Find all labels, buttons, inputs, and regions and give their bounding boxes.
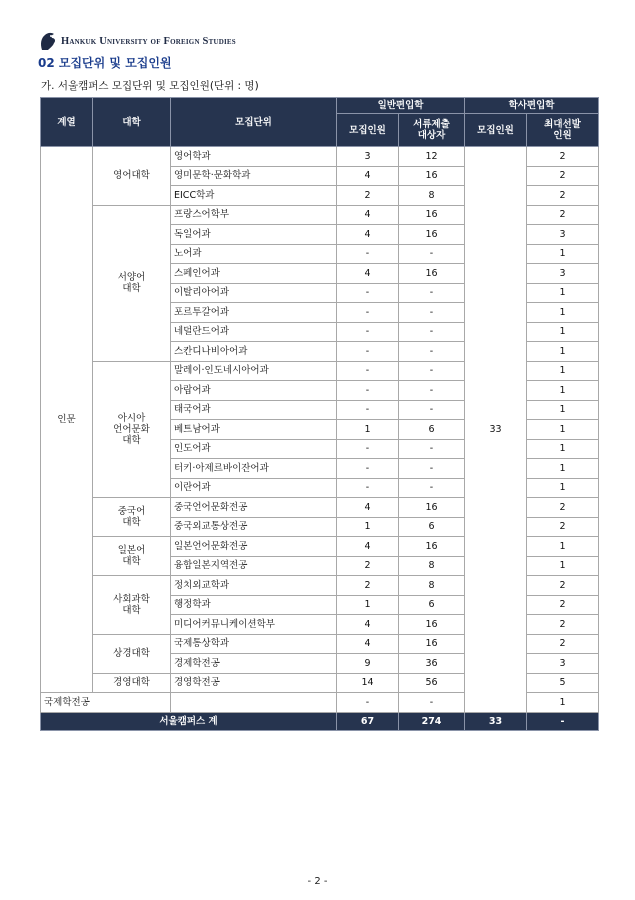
docs-cell: 6 <box>399 517 465 537</box>
docs-cell: - <box>399 303 465 323</box>
header-document-pass: 서류제출 대상자 <box>399 114 465 147</box>
unit-cell: 베트남어과 <box>171 420 337 440</box>
max-cell: 1 <box>527 556 599 576</box>
header-unit: 모집단위 <box>171 98 337 147</box>
unit-cell: 융합일본지역전공 <box>171 556 337 576</box>
docs-cell: 16 <box>399 264 465 284</box>
quota-cell: - <box>337 244 399 264</box>
docs-cell: 16 <box>399 166 465 186</box>
max-cell: 3 <box>527 225 599 245</box>
field-cell: 인문 <box>41 147 93 693</box>
quota-cell: - <box>337 439 399 459</box>
max-cell: 2 <box>527 498 599 518</box>
unit-cell: 영어학과 <box>171 147 337 167</box>
quota-cell: 4 <box>337 225 399 245</box>
quota-cell: 4 <box>337 166 399 186</box>
unit-cell: 네덜란드어과 <box>171 322 337 342</box>
page-number: - 2 - <box>307 876 328 887</box>
docs-cell: - <box>399 342 465 362</box>
max-cell: 1 <box>527 459 599 479</box>
docs-cell: 6 <box>399 595 465 615</box>
quota-cell: 1 <box>337 420 399 440</box>
max-cell: 1 <box>527 303 599 323</box>
section-title: 02 모집단위 및 모집인원 <box>38 56 172 70</box>
unit-cell: 중국언어문화전공 <box>171 498 337 518</box>
unit-cell: 프랑스어학부 <box>171 205 337 225</box>
docs-cell: 16 <box>399 634 465 654</box>
quota-cell: 4 <box>337 634 399 654</box>
quota-cell: 2 <box>337 186 399 206</box>
max-cell: 1 <box>527 322 599 342</box>
docs-cell: 6 <box>399 420 465 440</box>
unit-cell: 중국외교통상전공 <box>171 517 337 537</box>
max-cell: 2 <box>527 576 599 596</box>
total-bachelor: 33 <box>465 712 527 730</box>
max-cell: 2 <box>527 205 599 225</box>
college-cell: 중국어 대학 <box>93 498 171 537</box>
college-cell: 사회과학 대학 <box>93 576 171 635</box>
header-general-quota: 모집인원 <box>337 114 399 147</box>
unit-cell: 말레이·인도네시아어과 <box>171 361 337 381</box>
empty-unit-cell <box>171 693 337 713</box>
quota-cell: - <box>337 693 399 713</box>
quota-cell: 4 <box>337 498 399 518</box>
quota-cell: 4 <box>337 537 399 557</box>
max-cell: 5 <box>527 673 599 693</box>
quota-cell: 1 <box>337 517 399 537</box>
quota-cell: 4 <box>337 264 399 284</box>
docs-cell: - <box>399 244 465 264</box>
header-college: 대학 <box>93 98 171 147</box>
unit-cell: 태국어과 <box>171 400 337 420</box>
sub-title: 가. 서울캠퍼스 모집단위 및 모집인원(단위 : 명) <box>41 80 259 92</box>
logo-text: Hankuk University of Foreign Studies <box>61 35 236 47</box>
quota-cell: - <box>337 478 399 498</box>
max-cell: 2 <box>527 634 599 654</box>
total-max: - <box>527 712 599 730</box>
docs-cell: 16 <box>399 615 465 635</box>
max-cell: 1 <box>527 537 599 557</box>
quota-cell: - <box>337 322 399 342</box>
quota-cell: 3 <box>337 147 399 167</box>
header-field: 계열 <box>41 98 93 147</box>
header-general-transfer: 일반편입학 <box>337 98 465 114</box>
max-cell: 2 <box>527 517 599 537</box>
quota-cell: 1 <box>337 595 399 615</box>
max-cell: 2 <box>527 166 599 186</box>
bachelor-quota-cell: 33 <box>465 147 527 713</box>
recruitment-table <box>40 97 599 731</box>
max-cell: 2 <box>527 615 599 635</box>
header-max-selection: 최대선발 인원 <box>527 114 599 147</box>
college-cell: 서양어 대학 <box>93 205 171 361</box>
unit-cell: 아랍어과 <box>171 381 337 401</box>
header-bachelor-quota: 모집인원 <box>465 114 527 147</box>
unit-cell: 인도어과 <box>171 439 337 459</box>
unit-cell: 국제학전공 <box>41 693 171 713</box>
total-row <box>41 712 599 730</box>
lion-emblem-icon <box>38 30 58 52</box>
docs-cell: - <box>399 693 465 713</box>
max-cell: 1 <box>527 420 599 440</box>
max-cell: 3 <box>527 264 599 284</box>
max-cell: 2 <box>527 595 599 615</box>
docs-cell: - <box>399 322 465 342</box>
max-cell: 1 <box>527 283 599 303</box>
quota-cell: 4 <box>337 205 399 225</box>
unit-cell: 스칸디나비아어과 <box>171 342 337 362</box>
header-bachelor-transfer: 학사편입학 <box>465 98 599 114</box>
college-cell: 상경대학 <box>93 634 171 673</box>
unit-cell: EICC학과 <box>171 186 337 206</box>
unit-cell: 정치외교학과 <box>171 576 337 596</box>
quota-cell: - <box>337 303 399 323</box>
max-cell: 1 <box>527 381 599 401</box>
max-cell: 3 <box>527 654 599 674</box>
docs-cell: 16 <box>399 225 465 245</box>
quota-cell: 2 <box>337 576 399 596</box>
docs-cell: 12 <box>399 147 465 167</box>
unit-cell: 터키·아제르바이잔어과 <box>171 459 337 479</box>
unit-cell: 스페인어과 <box>171 264 337 284</box>
quota-cell: - <box>337 361 399 381</box>
max-cell: 2 <box>527 147 599 167</box>
unit-cell: 행정학과 <box>171 595 337 615</box>
quota-cell: 2 <box>337 556 399 576</box>
docs-cell: - <box>399 361 465 381</box>
unit-cell: 미디어커뮤니케이션학부 <box>171 615 337 635</box>
max-cell: 1 <box>527 439 599 459</box>
docs-cell: 8 <box>399 576 465 596</box>
docs-cell: - <box>399 381 465 401</box>
max-cell: 1 <box>527 244 599 264</box>
docs-cell: - <box>399 283 465 303</box>
max-cell: 1 <box>527 400 599 420</box>
unit-cell: 영미문학·문화학과 <box>171 166 337 186</box>
quota-cell: 9 <box>337 654 399 674</box>
docs-cell: - <box>399 439 465 459</box>
university-logo <box>38 30 236 52</box>
quota-cell: - <box>337 381 399 401</box>
docs-cell: 16 <box>399 537 465 557</box>
unit-cell: 포르투갈어과 <box>171 303 337 323</box>
max-cell: 1 <box>527 693 599 713</box>
max-cell: 1 <box>527 342 599 362</box>
quota-cell: 14 <box>337 673 399 693</box>
total-docs: 274 <box>399 712 465 730</box>
max-cell: 2 <box>527 186 599 206</box>
docs-cell: 8 <box>399 556 465 576</box>
college-cell: 경영대학 <box>93 673 171 693</box>
unit-cell: 독일어과 <box>171 225 337 245</box>
unit-cell: 일본언어문화전공 <box>171 537 337 557</box>
quota-cell: - <box>337 283 399 303</box>
max-cell: 1 <box>527 478 599 498</box>
docs-cell: 16 <box>399 498 465 518</box>
table-body <box>41 147 599 713</box>
quota-cell: - <box>337 400 399 420</box>
docs-cell: - <box>399 400 465 420</box>
max-cell: 1 <box>527 361 599 381</box>
unit-cell: 이란어과 <box>171 478 337 498</box>
docs-cell: 56 <box>399 673 465 693</box>
college-cell: 영어대학 <box>93 147 171 206</box>
unit-cell: 국제통상학과 <box>171 634 337 654</box>
docs-cell: 36 <box>399 654 465 674</box>
total-label: 서울캠퍼스 계 <box>41 712 337 730</box>
quota-cell: - <box>337 342 399 362</box>
college-cell: 일본어 대학 <box>93 537 171 576</box>
unit-cell: 경영학전공 <box>171 673 337 693</box>
quota-cell: 4 <box>337 615 399 635</box>
docs-cell: - <box>399 478 465 498</box>
docs-cell: 16 <box>399 205 465 225</box>
unit-cell: 노어과 <box>171 244 337 264</box>
college-cell: 아시아 언어문화 대학 <box>93 361 171 498</box>
unit-cell: 경제학전공 <box>171 654 337 674</box>
table-row <box>41 147 599 167</box>
docs-cell: - <box>399 459 465 479</box>
docs-cell: 8 <box>399 186 465 206</box>
unit-cell: 이탈리아어과 <box>171 283 337 303</box>
total-quota: 67 <box>337 712 399 730</box>
quota-cell: - <box>337 459 399 479</box>
